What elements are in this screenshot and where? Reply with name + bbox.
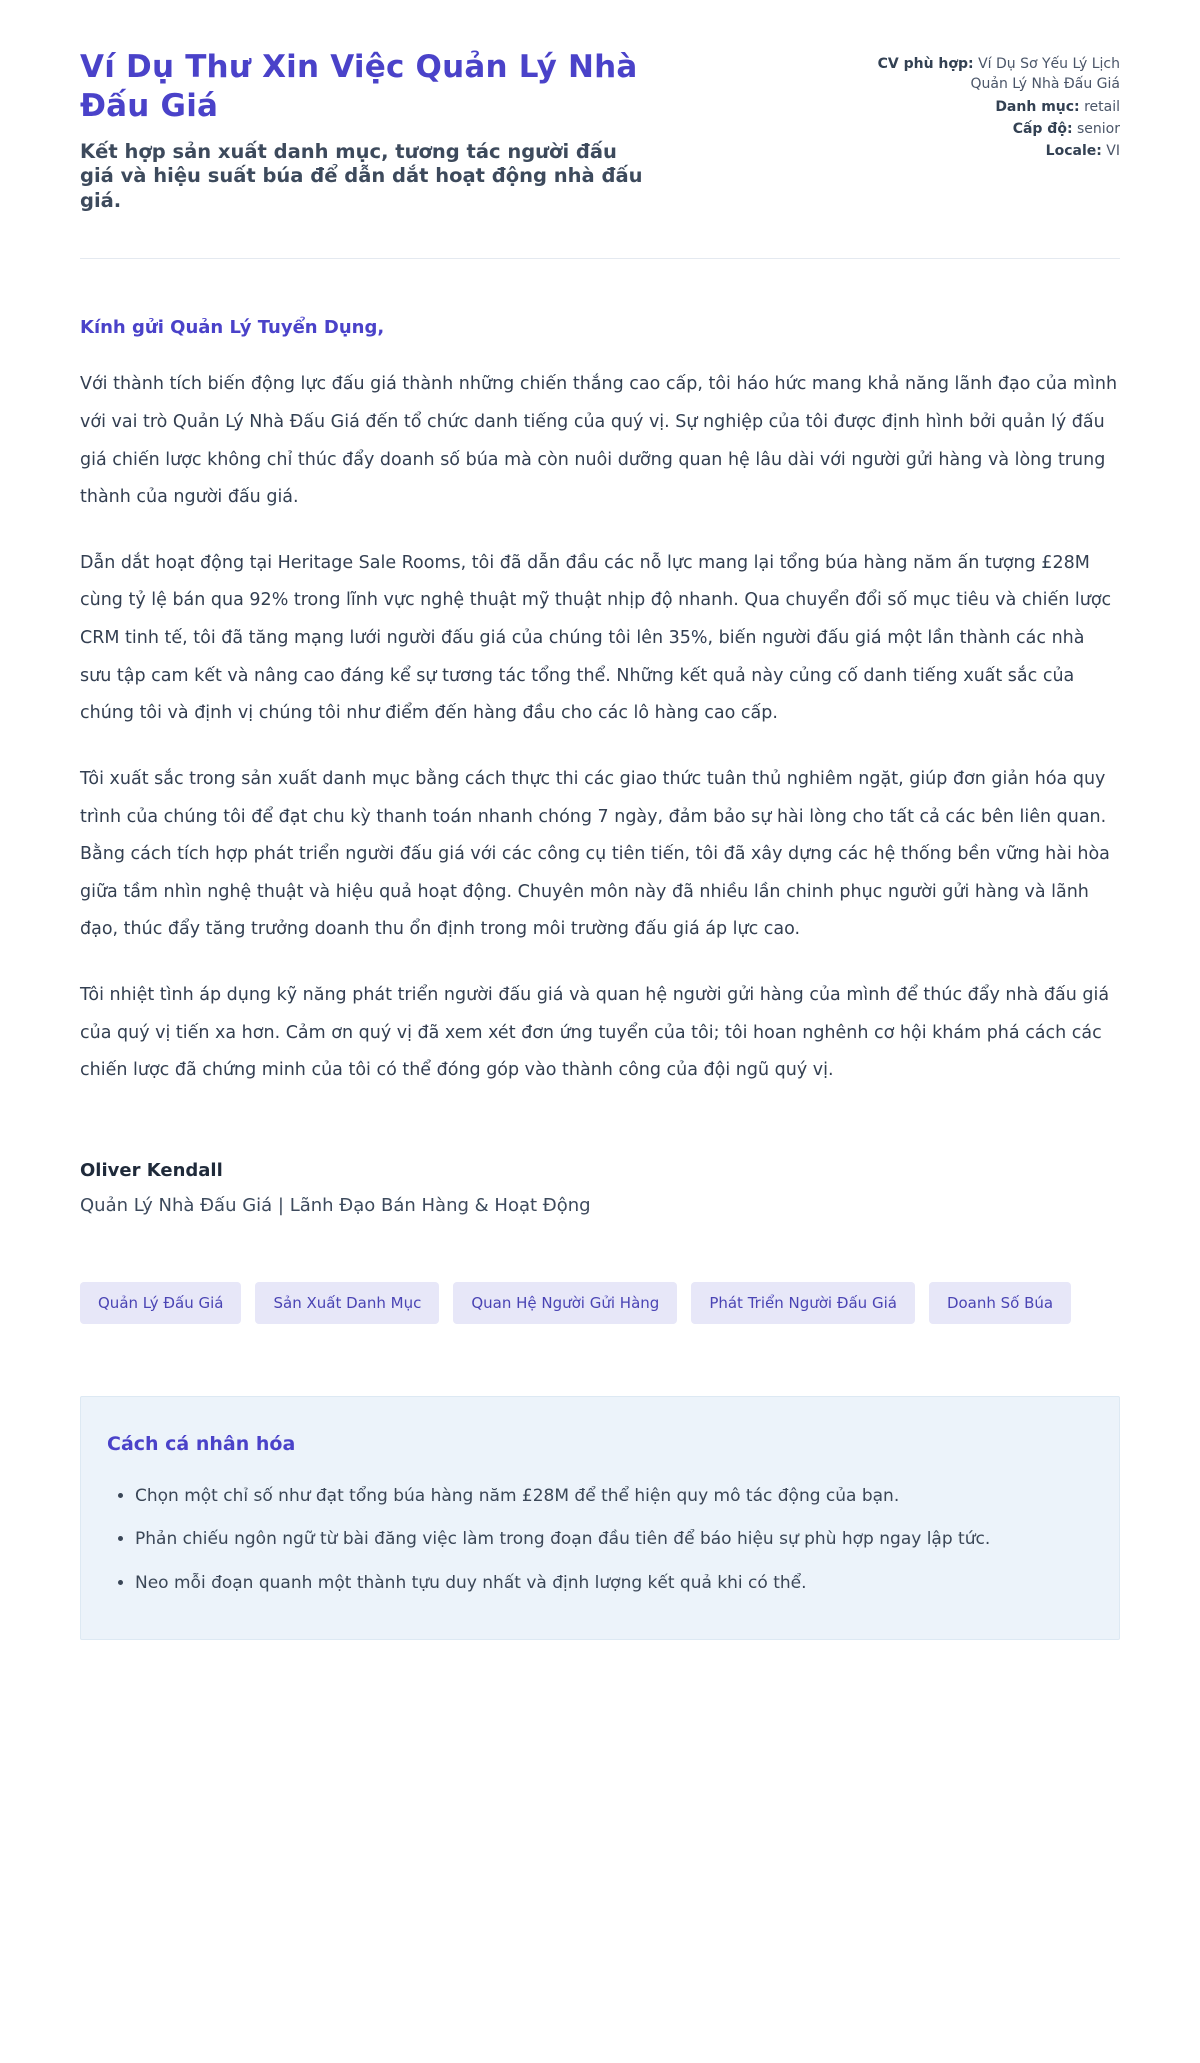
tag-chip-consignor-relations[interactable]: Quan Hệ Người Gửi Hàng [453, 1282, 677, 1324]
meta-label: Locale: [1045, 143, 1102, 160]
tag-chip-auction-management[interactable]: Quản Lý Đấu Giá [80, 1282, 241, 1324]
tag-chip-bidder-development[interactable]: Phát Triển Người Đấu Giá [691, 1282, 915, 1324]
meta-value: VI [1101, 143, 1120, 160]
tag-chip-hammer-sales[interactable]: Doanh Số Búa [929, 1282, 1071, 1324]
tips-item: • Chọn một chỉ số như đạt tổng búa hàng năm £28M để thể hiện quy mô tác động của bạn. [135, 1481, 1093, 1512]
page-subtitle: Kết hợp sản xuất danh mục, tương tác người đấu giá và hiệu suất búa để dẫn dắt hoạt động nhà đấu giá. [80, 139, 643, 213]
meta-value: senior [1072, 120, 1120, 137]
personalization-tips-box [80, 1396, 1120, 1640]
meta-label: Danh mục: [995, 98, 1080, 115]
meta-row-matching-resume [870, 54, 1120, 95]
cover-letter-body [80, 317, 1120, 1216]
tips-item: • Neo mỗi đoạn quanh một thành tựu duy nhất và định lượng kết quả khi có thể. [135, 1568, 1093, 1599]
tips-item: • Phản chiếu ngôn ngữ từ bài đăng việc làm trong đoạn đầu tiên để báo hiệu sự phù hợp ngay lập tức. [135, 1524, 1093, 1555]
page-title: Ví Dụ Thư Xin Việc Quản Lý Nhà Đấu Giá [80, 49, 638, 124]
tips-heading: Cách cá nhân hóa [107, 1432, 296, 1455]
header-title-block [80, 48, 700, 214]
meta-row-locale [870, 141, 1120, 161]
signature-block [80, 1160, 1120, 1216]
tips-list [107, 1481, 1093, 1599]
meta-row-level [870, 119, 1120, 139]
meta-row-category [870, 97, 1120, 117]
letter-paragraph: Tôi nhiệt tình áp dụng kỹ năng phát triển người đấu giá và quan hệ người gửi hàng của mình để thúc đẩy nhà đấu giá của quý vị tiến xa hơn. Cảm ơn quý vị đã xem xét đơn ứng tuyển của tôi; tôi hoan nghênh cơ hội khám phá cách các chiến lược đã chứng minh của tôi có thể đóng góp vào thành công của đội ngũ quý vị. [80, 985, 1110, 1081]
letter-paragraph: Tôi xuất sắc trong sản xuất danh mục bằng cách thực thi các giao thức tuân thủ nghiêm ngặt, giúp đơn giản hóa quy trình của chúng tôi để đạt chu kỳ thanh toán nhanh chóng 7 ngày, đảm bảo sự hài lòng cho tất cả các bên liên quan. Bằng cách tích hợp phát triển người đấu giá với các công cụ tiên tiến, tôi đã xây dựng các hệ thống bền vững hài hòa giữa tầm nhìn nghệ thuật và hiệu quả hoạt động. Chuyên môn này đã nhiều lần chinh phục người gửi hàng và lãnh đạo, thúc đẩy tăng trưởng doanh thu ổn định trong môi trường đấu giá áp lực cao. [80, 768, 1110, 940]
signature-role: Quản Lý Nhà Đấu Giá | Lãnh Đạo Bán Hàng & Hoạt Động [80, 1194, 591, 1216]
header-divider [80, 258, 1120, 259]
signature-name: Oliver Kendall [80, 1159, 223, 1181]
meta-value: retail [1079, 98, 1120, 115]
tag-chip-catalogue-production[interactable]: Sản Xuất Danh Mục [255, 1282, 439, 1324]
letter-paragraph: Dẫn dắt hoạt động tại Heritage Sale Rooms, tôi đã dẫn đầu các nỗ lực mang lại tổng búa hàng năm ấn tượng £28M cùng tỷ lệ bán qua 92% trong lĩnh vực nghệ thuật mỹ thuật nhịp độ nhanh. Qua chuyển đổi số mục tiêu và chiến lược CRM tinh tế, tôi đã tăng mạng lưới người đấu giá của chúng tôi lên 35%, biến người đấu giá một lần thành các nhà sưu tập cam kết và nâng cao đáng kể sự tương tác tổng thể. Những kết quả này củng cố danh tiếng xuất sắc của chúng tôi và định vị chúng tôi như điểm đến hàng đầu cho các lô hàng cao cấp. [80, 552, 1112, 724]
meta-label: Cấp độ: [1012, 120, 1073, 137]
document-meta [870, 48, 1120, 163]
meta-value: Ví Dụ Sơ Yếu Lý Lịch Quản Lý Nhà Đấu Giá [970, 56, 1120, 93]
letter-paragraph: Với thành tích biến động lực đấu giá thành những chiến thắng cao cấp, tôi háo hức mang khả năng lãnh đạo của mình với vai trò Quản Lý Nhà Đấu Giá đến tổ chức danh tiếng của quý vị. Sự nghiệp của tôi được định hình bởi quản lý đấu giá chiến lược không chỉ thúc đẩy doanh số búa mà còn nuôi dưỡng quan hệ lâu dài với người gửi hàng và lòng trung thành của người đấu giá. [80, 374, 1118, 508]
skill-tags [80, 1282, 1120, 1324]
page-header [80, 48, 1120, 214]
article-page [80, 0, 1120, 1710]
letter-greeting: Kính gửi Quản Lý Tuyển Dụng, [80, 317, 385, 339]
meta-label: CV phù hợp: [877, 56, 974, 72]
